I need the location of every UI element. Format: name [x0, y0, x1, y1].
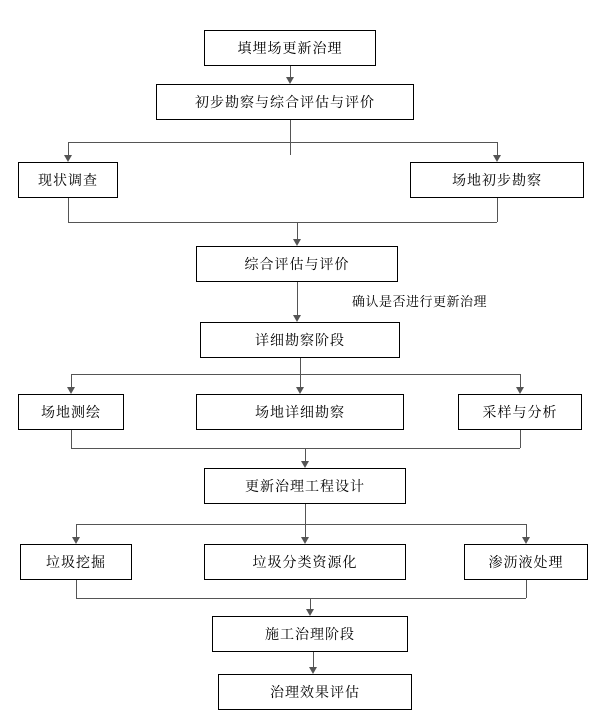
bus-level-3 [71, 374, 520, 375]
node-treatment-effect-evaluation[interactable]: 治理效果评估 [218, 674, 412, 710]
node-comprehensive-assessment[interactable]: 综合评估与评价 [196, 246, 398, 282]
node-status-investigation[interactable]: 现状调查 [18, 162, 118, 198]
node-site-detailed-survey[interactable]: 场地详细勘察 [196, 394, 404, 430]
arrowhead-bus3-n7 [67, 387, 75, 394]
arrowhead-n1-n2 [286, 77, 294, 84]
connector-bus3-n9 [520, 374, 521, 387]
connector-bus4m-n14 [310, 598, 311, 609]
connector-bus2-n5 [297, 222, 298, 239]
arrowhead-bus-n3 [64, 155, 72, 162]
connector-n5-n6 [297, 282, 298, 315]
arrowhead-bus4-n12 [301, 537, 309, 544]
arrowhead-bus3m-n10 [301, 461, 309, 468]
connector-bus4-n12 [305, 524, 306, 537]
connector-n10-bus4 [305, 504, 306, 524]
bus-level-3-merge [71, 448, 520, 449]
bus-level-4 [76, 524, 526, 525]
connector-n11-bus4m [76, 580, 77, 598]
bus-level-2 [68, 142, 497, 143]
arrowhead-n14-n15 [309, 667, 317, 674]
arrowhead-bus3-n9 [516, 387, 524, 394]
connector-bus4-n13 [526, 524, 527, 537]
node-sampling-and-analysis[interactable]: 采样与分析 [458, 394, 582, 430]
connector-bus4-n11 [76, 524, 77, 537]
arrowhead-bus4m-n14 [306, 609, 314, 616]
connector-n2-bus [290, 120, 291, 142]
arrowhead-bus4-n11 [72, 537, 80, 544]
arrowhead-n5-n6 [293, 315, 301, 322]
node-renewal-engineering-design[interactable]: 更新治理工程设计 [204, 468, 406, 504]
connector-n7-bus3m [71, 430, 72, 448]
node-site-preliminary-survey[interactable]: 场地初步勘察 [410, 162, 584, 198]
arrowhead-bus-n4 [493, 155, 501, 162]
connector-bus3-n7 [71, 374, 72, 387]
arrowhead-bus3-n8 [296, 387, 304, 394]
bus-level-4-merge [76, 598, 526, 599]
node-waste-excavation[interactable]: 垃圾挖掘 [20, 544, 132, 580]
node-construction-treatment-stage[interactable]: 施工治理阶段 [212, 616, 408, 652]
connector-n4-bus2 [497, 198, 498, 222]
connector-n13-bus4m [526, 580, 527, 598]
connector-n6-bus3 [300, 358, 301, 374]
arrowhead-bus2-n5 [293, 239, 301, 246]
connector-n14-n15 [313, 652, 314, 667]
connector-n1-n2 [290, 66, 291, 77]
node-site-mapping[interactable]: 场地测绘 [18, 394, 124, 430]
connector-bus-n3 [68, 142, 69, 155]
connector-bus-n4 [497, 142, 498, 155]
node-detailed-survey-stage[interactable]: 详细勘察阶段 [200, 322, 400, 358]
node-landfill-renewal-treatment[interactable]: 填埋场更新治理 [204, 30, 376, 66]
connector-n9-bus3m [520, 430, 521, 448]
node-leachate-treatment[interactable]: 渗沥液处理 [464, 544, 588, 580]
connector-bus3-n8 [300, 374, 301, 387]
node-preliminary-survey-and-assessment[interactable]: 初步勘察与综合评估与评价 [156, 84, 414, 120]
bus-level-2-merge [68, 222, 497, 223]
node-waste-sorting-resource[interactable]: 垃圾分类资源化 [204, 544, 406, 580]
connector-n3-bus2 [68, 198, 69, 222]
connector-bus-center [290, 142, 291, 155]
arrowhead-bus4-n13 [522, 537, 530, 544]
annotation-confirm-renewal: 确认是否进行更新治理 [352, 295, 488, 310]
connector-bus3m-n10 [305, 448, 306, 461]
